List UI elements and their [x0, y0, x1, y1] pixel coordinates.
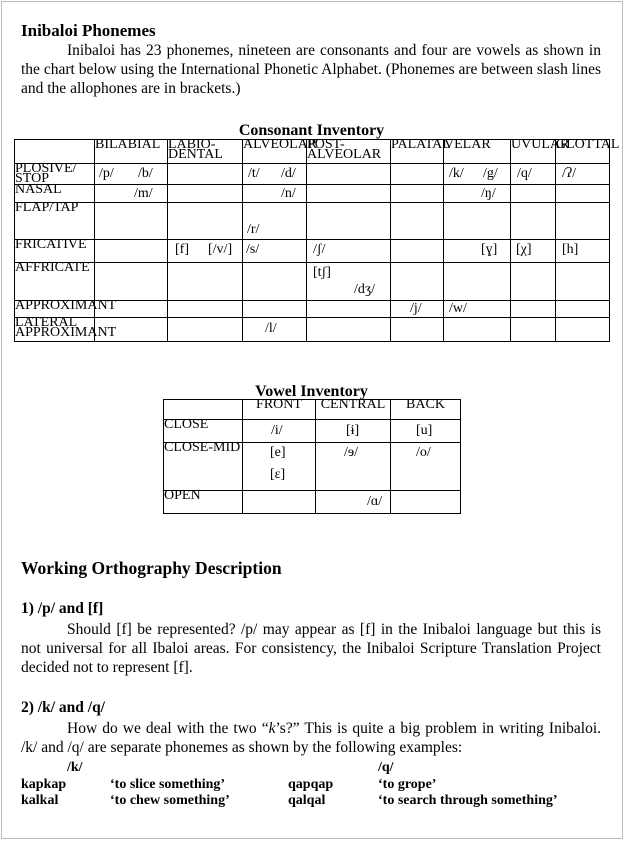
- phoneme-n: /n/: [281, 186, 296, 201]
- k-example-gloss-1: ‘to slice something’: [110, 777, 226, 792]
- row-fricative: [15, 240, 610, 263]
- phoneme-b: /b/: [138, 166, 153, 181]
- q-example-gloss-1: ‘to grope’: [378, 777, 437, 792]
- section1-text: Should [f] be represented? /p/ may appear as [f] in the Inibaloi language but this is not universal for all Ibaloi areas. For consistency, the Inibaloi Scripture Translation Project decided not to represent [f].: [21, 621, 601, 676]
- consonant-table-title: Consonant Inventory: [238, 122, 385, 139]
- q-example-word-1: qapqap: [288, 777, 334, 792]
- intro-paragraph: Inibaloi has 23 phonemes, nineteen are consonants and four are vowels as shown in the chart below using the International Phonetic Alphabet. (Phonemes are between slash lines and the allophones are in brackets.): [21, 42, 601, 97]
- row-affricate: [15, 263, 610, 301]
- phoneme-q: /q/: [517, 166, 532, 181]
- phoneme-f: [f]: [175, 242, 189, 257]
- consonant-table: [14, 137, 620, 342]
- col-bilabial: BILABIAL: [95, 140, 168, 164]
- phoneme-glottal-stop: /ʔ/: [562, 166, 576, 181]
- q-column-label: /q/: [378, 760, 394, 775]
- phoneme-t: /t/: [248, 166, 260, 181]
- row-label-open: OPEN: [164, 491, 243, 514]
- row-label-approximant: APPROXIMANT: [15, 301, 95, 318]
- row-label-close-mid: CLOSE-MID: [164, 443, 243, 491]
- col-back: BACK: [391, 400, 461, 420]
- vowel-table: [163, 399, 461, 514]
- phoneme-chi: [χ]: [516, 242, 532, 257]
- row-label-nasal: NASAL: [15, 185, 95, 203]
- vowel-schwa: /ɘ/: [344, 445, 358, 460]
- col-alveolar: ALVEOLAR: [243, 140, 307, 164]
- phoneme-k: /k/: [449, 166, 464, 181]
- row-label-affricate: AFFRICATE: [15, 263, 95, 301]
- col-glottal: GLOTTAL: [556, 140, 610, 164]
- phoneme-d: /d/: [281, 166, 296, 181]
- k-example-gloss-2: ‘to chew something’: [110, 793, 230, 808]
- row-close-mid: [164, 443, 461, 491]
- row-nasal: [15, 185, 610, 203]
- phoneme-j: /j/: [410, 301, 422, 316]
- phoneme-s: /s/: [246, 242, 260, 257]
- row-label-close: CLOSE: [164, 420, 243, 443]
- consonant-header-row: [15, 140, 610, 164]
- vowel-i: /i/: [271, 423, 283, 438]
- phoneme-m: /m/: [134, 186, 153, 201]
- q-example-word-2: qalqal: [288, 793, 326, 808]
- q-example-gloss-2: ‘to search through something’: [378, 793, 558, 808]
- corner-cell: [15, 140, 95, 164]
- vowel-a: /ɑ/: [367, 494, 383, 509]
- phoneme-w: /w/: [449, 301, 467, 316]
- phoneme-gamma: [ɣ]: [481, 242, 498, 257]
- phoneme-r: /r/: [247, 222, 260, 237]
- orthography-heading: Working Orthography Description: [21, 558, 282, 578]
- phoneme-g: /g/: [483, 166, 498, 181]
- phoneme-h: [h]: [562, 242, 579, 257]
- section2-heading: 2) /k/ and /q/: [21, 699, 105, 716]
- phoneme-dzh: /dʒ/: [354, 282, 375, 297]
- vowel-table-title: Vowel Inventory: [255, 383, 368, 400]
- section2-text: How do we deal with the two “k’s?” This is quite a big problem in writing Inibaloi. /k/ and /q/ are separate phonemes as shown by the following examples:: [21, 720, 601, 756]
- col-uvular: UVULAR: [511, 140, 556, 164]
- row-label-fricative: FRICATIVE: [15, 240, 95, 263]
- vowel-i-bar: [ɨ]: [346, 423, 360, 438]
- row-open: [164, 491, 461, 514]
- k-example-word-1: kapkap: [21, 777, 67, 792]
- vowel-epsilon: [ɛ]: [270, 467, 286, 482]
- k-example-word-2: kalkal: [21, 793, 59, 808]
- section1-heading: 1) /p/ and [f]: [21, 600, 104, 617]
- col-postalveolar: POST-ALVEOLAR: [307, 140, 391, 164]
- vowel-e: [e]: [270, 445, 286, 460]
- phoneme-ng: /ŋ/: [481, 186, 496, 201]
- row-label-flap: FLAP/TAP: [15, 203, 95, 240]
- page-title: Inibaloi Phonemes: [21, 21, 156, 40]
- row-lateral: [15, 318, 610, 342]
- k-column-label: /k/: [67, 760, 83, 775]
- vowel-header-row: [164, 400, 461, 420]
- col-central: CENTRAL: [316, 400, 391, 420]
- phoneme-p: /p/: [99, 166, 114, 181]
- row-label-plosive: PLOSIVE/ STOP: [15, 164, 95, 185]
- phoneme-sh: /ʃ/: [313, 242, 326, 257]
- phoneme-v: [/v/]: [208, 242, 233, 257]
- row-approximant: [15, 301, 610, 318]
- row-label-lateral: LATERAL APPROXIMANT: [15, 315, 117, 340]
- vowel-u: [u]: [416, 423, 433, 438]
- phoneme-tsh: [tʃ]: [313, 265, 331, 280]
- row-plosive: [15, 164, 610, 185]
- vowel-o: /o/: [416, 445, 431, 460]
- phoneme-l: /l/: [265, 321, 277, 336]
- col-labiodental: LABIO-DENTAL: [168, 140, 243, 164]
- col-front: FRONT: [243, 400, 316, 420]
- col-palatal: PALATAL: [391, 140, 444, 164]
- row-flap: [15, 203, 610, 240]
- col-velar: VELAR: [444, 140, 511, 164]
